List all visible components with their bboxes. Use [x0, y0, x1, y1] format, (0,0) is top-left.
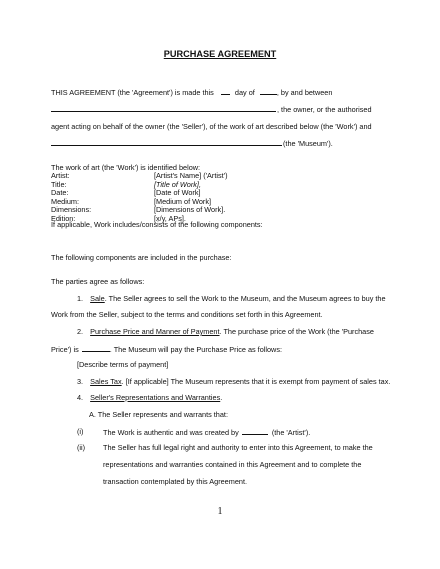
artist-name-blank[interactable] — [242, 427, 268, 435]
section-2-line-2 — [51, 344, 282, 354]
warranty-ii-line-2: representations and warranties contained in this Agreement and to complete the — [103, 460, 362, 469]
intro-text-1b: day of — [234, 88, 255, 97]
warranty-ii-number: (ii) — [77, 443, 86, 452]
document-title: PURCHASE AGREEMENT — [163, 49, 277, 59]
section-3-text: . [If applicable] The Museum represents that it is exempt from payment of sales tax. — [121, 377, 391, 386]
warranty-ii-line-1: The Seller has full legal right and authority to enter into this Agreement, to make the — [103, 443, 373, 452]
warranty-i-text-b: (the 'Artist'). — [271, 428, 311, 437]
work-label-edition: Edition: — [51, 213, 76, 223]
section-1-number: 1. — [77, 294, 84, 303]
intro-text-4: (the 'Museum'). — [283, 139, 333, 148]
day-blank[interactable] — [221, 87, 230, 95]
section-2-text-b2: . The Museum will pay the Purchase Price as follows: — [109, 345, 283, 354]
intro-text-1c: , by and between — [276, 88, 333, 97]
intro-line-2 — [51, 104, 372, 114]
work-value-edition: [x/y, APs]. — [154, 213, 186, 223]
components-line: If applicable, Work includes/consists of the following components: — [51, 220, 263, 229]
work-label-dimensions: Dimensions: — [51, 205, 92, 214]
work-value-title: [Title of Work], — [154, 179, 201, 189]
section-3-number: 3. — [77, 377, 84, 386]
section-2-number: 2. — [77, 327, 84, 336]
museum-name-blank[interactable] — [51, 138, 282, 146]
work-label-title: Title: — [51, 179, 67, 189]
section-1-text-a: . The Seller agrees to sell the Work to the Museum, and the Museum agrees to buy the — [104, 294, 386, 303]
warranty-ii-line-3: transaction contemplated by this Agreement. — [103, 477, 247, 486]
seller-name-blank[interactable] — [51, 104, 276, 112]
intro-line-1 — [51, 87, 332, 97]
included-line: The following components are included in the purchase: — [51, 253, 232, 262]
work-value-medium: [Medium of Work] — [154, 196, 212, 206]
work-label-date: Date: — [51, 188, 69, 197]
section-2-line-1 — [77, 327, 374, 336]
section-1-heading: Sale — [90, 294, 105, 303]
work-heading: The work of art (the 'Work') is identified below: — [51, 163, 201, 172]
intro-line-3: agent acting on behalf of the owner (the 'Seller'), of the work of art described below (the 'Work') and — [51, 122, 372, 131]
section-4a-line: A. The Seller represents and warrants that: — [89, 410, 228, 419]
warranty-i-text-a: The Work is authentic and was created by — [103, 428, 239, 437]
work-label-artist: Artist: — [51, 171, 70, 180]
intro-text-2: , the owner, or the authorised — [277, 105, 372, 114]
work-value-dimensions: [Dimensions of Work]. — [154, 205, 226, 214]
warranty-i-number: (i) — [77, 427, 84, 436]
work-details-table — [0, 171, 440, 225]
price-blank[interactable] — [82, 344, 110, 352]
section-1-line-1 — [77, 294, 386, 303]
section-1-line-2: Work from the Seller, subject to the terms and conditions set forth in this Agreement. — [51, 310, 323, 319]
parties-line: The parties agree as follows: — [51, 277, 145, 286]
section-3-line — [77, 377, 390, 386]
section-4-number: 4. — [77, 393, 84, 402]
work-label-medium: Medium: — [51, 196, 79, 206]
intro-text-1a: THIS AGREEMENT (the 'Agreement') is made this — [51, 88, 214, 97]
section-2-text-a: . The purchase price of the Work (the 'Purchase — [219, 327, 374, 336]
month-blank[interactable] — [260, 87, 277, 95]
page-number: 1 — [217, 506, 223, 517]
section-4-heading: Seller's Representations and Warranties — [90, 393, 221, 402]
work-value-date: [Date of Work] — [154, 188, 201, 197]
intro-line-4 — [51, 138, 333, 148]
work-value-artist: [Artist's Name] ('Artist') — [154, 171, 228, 180]
section-4-tail: . — [220, 393, 223, 402]
warranty-i-line — [103, 427, 310, 437]
payment-terms-placeholder: [Describe terms of payment] — [77, 360, 169, 369]
section-4-line — [77, 393, 222, 402]
section-3-heading: Sales Tax — [90, 377, 122, 386]
section-2-text-b1: Price') is — [51, 345, 79, 354]
section-2-heading: Purchase Price and Manner of Payment — [90, 327, 220, 336]
